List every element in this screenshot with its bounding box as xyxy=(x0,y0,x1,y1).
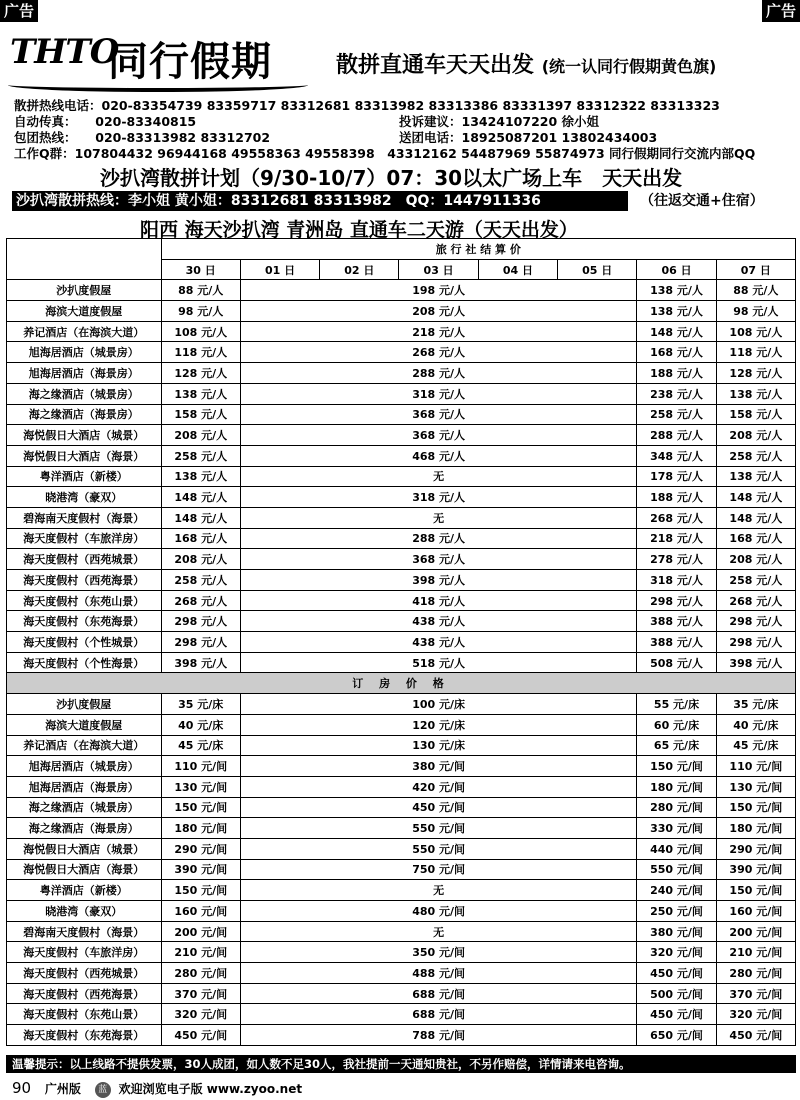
price-30: 290 元/间 xyxy=(161,838,240,859)
table-row xyxy=(7,570,796,591)
price-01-05: 550 元/间 xyxy=(240,838,636,859)
price-30: 130 元/间 xyxy=(161,776,240,797)
price-07: 208 元/人 xyxy=(716,425,795,446)
price-07: 138 元/人 xyxy=(716,466,795,487)
hotline-phones: 散拼热线电话：020-83354739 83359717 83312681 83313982 83313386 83331397 83312322 83313323 xyxy=(14,98,720,113)
price-30: 110 元/间 xyxy=(161,756,240,777)
table-row xyxy=(7,901,796,922)
price-30: 98 元/人 xyxy=(161,301,240,322)
price-06: 320 元/间 xyxy=(637,942,716,963)
price-07: 108 元/人 xyxy=(716,321,795,342)
hotel-name: 旭海居酒店（海景房） xyxy=(7,776,162,797)
group-header: 旅 行 社 结 算 价 xyxy=(161,239,795,260)
price-01-05: 无 xyxy=(240,466,636,487)
price-07: 130 元/间 xyxy=(716,776,795,797)
price-01-05: 438 元/人 xyxy=(240,632,636,653)
price-01-05: 130 元/床 xyxy=(240,735,636,756)
price-30: 138 元/人 xyxy=(161,466,240,487)
date-header: 30 日 xyxy=(161,259,240,280)
price-01-05: 688 元/间 xyxy=(240,983,636,1004)
price-30: 280 元/间 xyxy=(161,963,240,984)
hotline-bar: 沙扒湾散拼热线：李小姐 黄小姐：83312681 83313982 QQ：1447911336 xyxy=(12,191,628,211)
qq-groups: 工作Q群：107804432 96944168 49558363 49558398 43312162 54487969 55874973 同行假期同行交流内部QQ xyxy=(14,146,756,161)
route-title: 阳西 海天沙扒湾 青洲岛 直通车二天游（天天出发） xyxy=(140,219,578,241)
hotel-name: 海天度假村（西苑海景） xyxy=(7,570,162,591)
price-01-05: 788 元/间 xyxy=(240,1025,636,1046)
table-row xyxy=(7,797,796,818)
table-row xyxy=(7,445,796,466)
table-row xyxy=(7,549,796,570)
price-table xyxy=(6,238,796,1046)
table-row xyxy=(7,859,796,880)
hotel-name: 海天度假村（个性海景） xyxy=(7,652,162,673)
price-30: 370 元/间 xyxy=(161,983,240,1004)
price-01-05: 380 元/间 xyxy=(240,756,636,777)
hotel-name: 旭海居酒店（城景房） xyxy=(7,342,162,363)
price-06: 188 元/人 xyxy=(637,363,716,384)
price-07: 158 元/人 xyxy=(716,404,795,425)
badge-icon: 蓝 xyxy=(95,1082,111,1098)
price-01-05: 208 元/人 xyxy=(240,301,636,322)
price-30: 390 元/间 xyxy=(161,859,240,880)
price-01-05: 288 元/人 xyxy=(240,363,636,384)
price-30: 298 元/人 xyxy=(161,632,240,653)
price-01-05: 100 元/床 xyxy=(240,694,636,715)
page-number: 90 xyxy=(12,1079,32,1097)
price-30: 398 元/人 xyxy=(161,652,240,673)
price-01-05: 518 元/人 xyxy=(240,652,636,673)
logo-brand: 同行假期 xyxy=(108,39,272,85)
price-07: 128 元/人 xyxy=(716,363,795,384)
price-07: 258 元/人 xyxy=(716,445,795,466)
price-07: 98 元/人 xyxy=(716,301,795,322)
table-row xyxy=(7,776,796,797)
price-06: 188 元/人 xyxy=(637,487,716,508)
price-01-05: 无 xyxy=(240,507,636,528)
price-06: 388 元/人 xyxy=(637,632,716,653)
table-row xyxy=(7,735,796,756)
price-30: 450 元/间 xyxy=(161,1025,240,1046)
price-07: 370 元/间 xyxy=(716,983,795,1004)
table-row xyxy=(7,425,796,446)
logo-latin: THTO xyxy=(10,32,119,72)
hotel-name: 粤洋酒店（新楼） xyxy=(7,880,162,901)
price-01-05: 398 元/人 xyxy=(240,570,636,591)
price-30: 258 元/人 xyxy=(161,445,240,466)
price-06: 280 元/间 xyxy=(637,797,716,818)
price-30: 128 元/人 xyxy=(161,363,240,384)
complaint: 投诉建议：13424107220 徐小姐 xyxy=(399,114,600,129)
price-06: 178 元/人 xyxy=(637,466,716,487)
hotel-name: 海天度假村（东苑山景） xyxy=(7,590,162,611)
price-01-05: 无 xyxy=(240,921,636,942)
logo-swoosh xyxy=(8,78,308,92)
price-07: 40 元/床 xyxy=(716,714,795,735)
price-06: 268 元/人 xyxy=(637,507,716,528)
hotel-name: 碧海南天度假村（海景） xyxy=(7,507,162,528)
table-row xyxy=(7,942,796,963)
hotel-name: 养记酒店（在海滨大道） xyxy=(7,735,162,756)
price-06: 60 元/床 xyxy=(637,714,716,735)
price-01-05: 368 元/人 xyxy=(240,549,636,570)
price-06: 250 元/间 xyxy=(637,901,716,922)
price-07: 298 元/人 xyxy=(716,611,795,632)
price-30: 88 元/人 xyxy=(161,280,240,301)
price-07: 268 元/人 xyxy=(716,590,795,611)
price-30: 108 元/人 xyxy=(161,321,240,342)
header xyxy=(8,26,794,96)
price-30: 298 元/人 xyxy=(161,611,240,632)
table-row xyxy=(7,632,796,653)
date-header: 03 日 xyxy=(399,259,478,280)
price-01-05: 488 元/间 xyxy=(240,963,636,984)
table-row xyxy=(7,880,796,901)
price-07: 138 元/人 xyxy=(716,383,795,404)
hotel-name: 养记酒店（在海滨大道） xyxy=(7,321,162,342)
table-row xyxy=(7,838,796,859)
price-01-05: 288 元/人 xyxy=(240,528,636,549)
price-30: 180 元/间 xyxy=(161,818,240,839)
price-01-05: 750 元/间 xyxy=(240,859,636,880)
hotel-name: 海之缘酒店（海景房） xyxy=(7,404,162,425)
price-07: 88 元/人 xyxy=(716,280,795,301)
table-row xyxy=(7,590,796,611)
price-07: 320 元/间 xyxy=(716,1004,795,1025)
price-06: 240 元/间 xyxy=(637,880,716,901)
table-row xyxy=(7,652,796,673)
price-01-05: 418 元/人 xyxy=(240,590,636,611)
hotel-name: 海滨大道度假屋 xyxy=(7,301,162,322)
price-01-05: 350 元/间 xyxy=(240,942,636,963)
slogan-main: 散拼直通车天天出发 xyxy=(336,53,535,78)
hotel-name: 海天度假村（西苑城景） xyxy=(7,549,162,570)
price-30: 45 元/床 xyxy=(161,735,240,756)
group-hotline: 包团热线： 020-83313982 83312702 xyxy=(14,130,271,145)
hotel-name: 海悦假日大酒店（城景） xyxy=(7,425,162,446)
price-06: 150 元/间 xyxy=(637,756,716,777)
hotel-name: 粤洋酒店（新楼） xyxy=(7,466,162,487)
price-06: 330 元/间 xyxy=(637,818,716,839)
price-30: 118 元/人 xyxy=(161,342,240,363)
price-30: 35 元/床 xyxy=(161,694,240,715)
table-row xyxy=(7,1004,796,1025)
table-row xyxy=(7,321,796,342)
hotel-name: 海之缘酒店（城景房） xyxy=(7,383,162,404)
edition: 广州版 xyxy=(44,1082,81,1096)
slogan xyxy=(336,48,716,79)
price-07: 290 元/间 xyxy=(716,838,795,859)
brand-logo xyxy=(8,26,328,96)
table-row xyxy=(7,756,796,777)
hotel-name: 海天度假村（西苑城景） xyxy=(7,963,162,984)
price-07: 150 元/间 xyxy=(716,797,795,818)
price-06: 450 元/间 xyxy=(637,1004,716,1025)
hotel-name: 海天度假村（东苑海景） xyxy=(7,611,162,632)
hotel-name: 海天度假村（个性城景） xyxy=(7,632,162,653)
table-row xyxy=(7,694,796,715)
table-row xyxy=(7,921,796,942)
price-06: 318 元/人 xyxy=(637,570,716,591)
price-01-05: 420 元/间 xyxy=(240,776,636,797)
table-row xyxy=(7,466,796,487)
price-06: 168 元/人 xyxy=(637,342,716,363)
hotel-name: 海滨大道度假屋 xyxy=(7,714,162,735)
hotel-name: 海天度假村（车旅洋房） xyxy=(7,528,162,549)
price-06: 65 元/床 xyxy=(637,735,716,756)
table-row xyxy=(7,818,796,839)
section-title: 订 房 价 格 xyxy=(7,673,796,694)
price-06: 138 元/人 xyxy=(637,301,716,322)
price-07: 210 元/间 xyxy=(716,942,795,963)
hotel-name: 沙扒度假屋 xyxy=(7,280,162,301)
ad-label-left: 广告 xyxy=(0,0,38,22)
price-06: 440 元/间 xyxy=(637,838,716,859)
corner-cell xyxy=(7,239,162,280)
table-row xyxy=(7,963,796,984)
date-header: 06 日 xyxy=(637,259,716,280)
hotel-name: 旭海居酒店（城景房） xyxy=(7,756,162,777)
date-header: 02 日 xyxy=(320,259,399,280)
contact-block xyxy=(14,98,794,162)
table-row xyxy=(7,342,796,363)
price-07: 200 元/间 xyxy=(716,921,795,942)
price-01-05: 318 元/人 xyxy=(240,487,636,508)
table-row xyxy=(7,383,796,404)
price-30: 210 元/间 xyxy=(161,942,240,963)
table-row xyxy=(7,363,796,384)
price-30: 158 元/人 xyxy=(161,404,240,425)
price-06: 550 元/间 xyxy=(637,859,716,880)
section-row xyxy=(7,673,796,694)
price-06: 238 元/人 xyxy=(637,383,716,404)
table-row xyxy=(7,507,796,528)
price-07: 160 元/间 xyxy=(716,901,795,922)
price-30: 160 元/间 xyxy=(161,901,240,922)
price-01-05: 550 元/间 xyxy=(240,818,636,839)
table-row xyxy=(7,528,796,549)
price-30: 148 元/人 xyxy=(161,487,240,508)
price-07: 208 元/人 xyxy=(716,549,795,570)
price-01-05: 468 元/人 xyxy=(240,445,636,466)
price-30: 150 元/间 xyxy=(161,880,240,901)
ad-label-right: 广告 xyxy=(762,0,800,22)
price-01-05: 480 元/间 xyxy=(240,901,636,922)
price-01-05: 368 元/人 xyxy=(240,425,636,446)
hotel-name: 沙扒度假屋 xyxy=(7,694,162,715)
hotel-name: 晓港湾（豪双） xyxy=(7,901,162,922)
hotel-name: 碧海南天度假村（海景） xyxy=(7,921,162,942)
price-07: 258 元/人 xyxy=(716,570,795,591)
price-01-05: 368 元/人 xyxy=(240,404,636,425)
table-row xyxy=(7,487,796,508)
price-06: 180 元/间 xyxy=(637,776,716,797)
price-06: 148 元/人 xyxy=(637,321,716,342)
price-07: 118 元/人 xyxy=(716,342,795,363)
price-06: 55 元/床 xyxy=(637,694,716,715)
price-07: 180 元/间 xyxy=(716,818,795,839)
price-30: 200 元/间 xyxy=(161,921,240,942)
price-06: 500 元/间 xyxy=(637,983,716,1004)
price-06: 650 元/间 xyxy=(637,1025,716,1046)
price-06: 298 元/人 xyxy=(637,590,716,611)
price-30: 320 元/间 xyxy=(161,1004,240,1025)
date-header: 07 日 xyxy=(716,259,795,280)
hotel-name: 海悦假日大酒店（海景） xyxy=(7,859,162,880)
table-row xyxy=(7,1025,796,1046)
price-30: 268 元/人 xyxy=(161,590,240,611)
hotline-note: （往返交通+住宿） xyxy=(640,193,764,209)
price-07: 398 元/人 xyxy=(716,652,795,673)
table-row xyxy=(7,714,796,735)
price-01-05: 688 元/间 xyxy=(240,1004,636,1025)
price-06: 508 元/人 xyxy=(637,652,716,673)
date-header: 04 日 xyxy=(478,259,557,280)
hotel-name: 海天度假村（西苑海景） xyxy=(7,983,162,1004)
hotel-name: 海之缘酒店（城景房） xyxy=(7,797,162,818)
table-row xyxy=(7,611,796,632)
welcome-text: 欢迎浏览电子版 www.zyoo.net xyxy=(118,1082,303,1096)
price-06: 380 元/间 xyxy=(637,921,716,942)
price-06: 450 元/间 xyxy=(637,963,716,984)
footer xyxy=(12,1079,312,1098)
price-30: 208 元/人 xyxy=(161,425,240,446)
price-06: 218 元/人 xyxy=(637,528,716,549)
price-30: 148 元/人 xyxy=(161,507,240,528)
price-30: 138 元/人 xyxy=(161,383,240,404)
price-01-05: 无 xyxy=(240,880,636,901)
price-07: 148 元/人 xyxy=(716,487,795,508)
hotel-name: 海天度假村（东苑海景） xyxy=(7,1025,162,1046)
slogan-note: (统一认同行假期黄色旗) xyxy=(541,57,717,76)
price-06: 288 元/人 xyxy=(637,425,716,446)
price-07: 35 元/床 xyxy=(716,694,795,715)
price-01-05: 318 元/人 xyxy=(240,383,636,404)
price-01-05: 268 元/人 xyxy=(240,342,636,363)
price-07: 390 元/间 xyxy=(716,859,795,880)
price-07: 148 元/人 xyxy=(716,507,795,528)
plan-title: 沙扒湾散拼计划（9/30-10/7）07：30以太广场上车 天天出发 xyxy=(100,166,683,190)
table-row xyxy=(7,983,796,1004)
price-01-05: 438 元/人 xyxy=(240,611,636,632)
hotel-name: 海悦假日大酒店（海景） xyxy=(7,445,162,466)
price-06: 278 元/人 xyxy=(637,549,716,570)
hotel-name: 旭海居酒店（海景房） xyxy=(7,363,162,384)
fax: 自动传真： 020-83340815 xyxy=(14,114,197,129)
price-06: 388 元/人 xyxy=(637,611,716,632)
price-30: 168 元/人 xyxy=(161,528,240,549)
price-06: 348 元/人 xyxy=(637,445,716,466)
price-30: 258 元/人 xyxy=(161,570,240,591)
warm-tip: 温馨提示：以上线路不提供发票，30人成团，如人数不足30人，我社提前一天通知贵社，不另作赔偿，详情请来电咨询。 xyxy=(6,1055,796,1073)
price-07: 450 元/间 xyxy=(716,1025,795,1046)
price-30: 208 元/人 xyxy=(161,549,240,570)
price-07: 45 元/床 xyxy=(716,735,795,756)
table-row xyxy=(7,404,796,425)
hotel-name: 海之缘酒店（海景房） xyxy=(7,818,162,839)
price-01-05: 218 元/人 xyxy=(240,321,636,342)
price-01-05: 450 元/间 xyxy=(240,797,636,818)
price-07: 168 元/人 xyxy=(716,528,795,549)
price-01-05: 198 元/人 xyxy=(240,280,636,301)
hotel-name: 海天度假村（东苑山景） xyxy=(7,1004,162,1025)
hotel-name: 海悦假日大酒店（城景） xyxy=(7,838,162,859)
price-30: 150 元/间 xyxy=(161,797,240,818)
table-row xyxy=(7,301,796,322)
price-07: 150 元/间 xyxy=(716,880,795,901)
hotel-name: 海天度假村（车旅洋房） xyxy=(7,942,162,963)
price-07: 110 元/间 xyxy=(716,756,795,777)
table-row xyxy=(7,280,796,301)
price-07: 280 元/间 xyxy=(716,963,795,984)
hotel-name: 晓港湾（豪双） xyxy=(7,487,162,508)
date-header: 05 日 xyxy=(558,259,637,280)
price-30: 40 元/床 xyxy=(161,714,240,735)
price-06: 258 元/人 xyxy=(637,404,716,425)
delivery-phone: 送团电话：18925087201 13802434003 xyxy=(399,130,658,145)
price-01-05: 120 元/床 xyxy=(240,714,636,735)
date-header: 01 日 xyxy=(240,259,319,280)
price-07: 298 元/人 xyxy=(716,632,795,653)
price-06: 138 元/人 xyxy=(637,280,716,301)
